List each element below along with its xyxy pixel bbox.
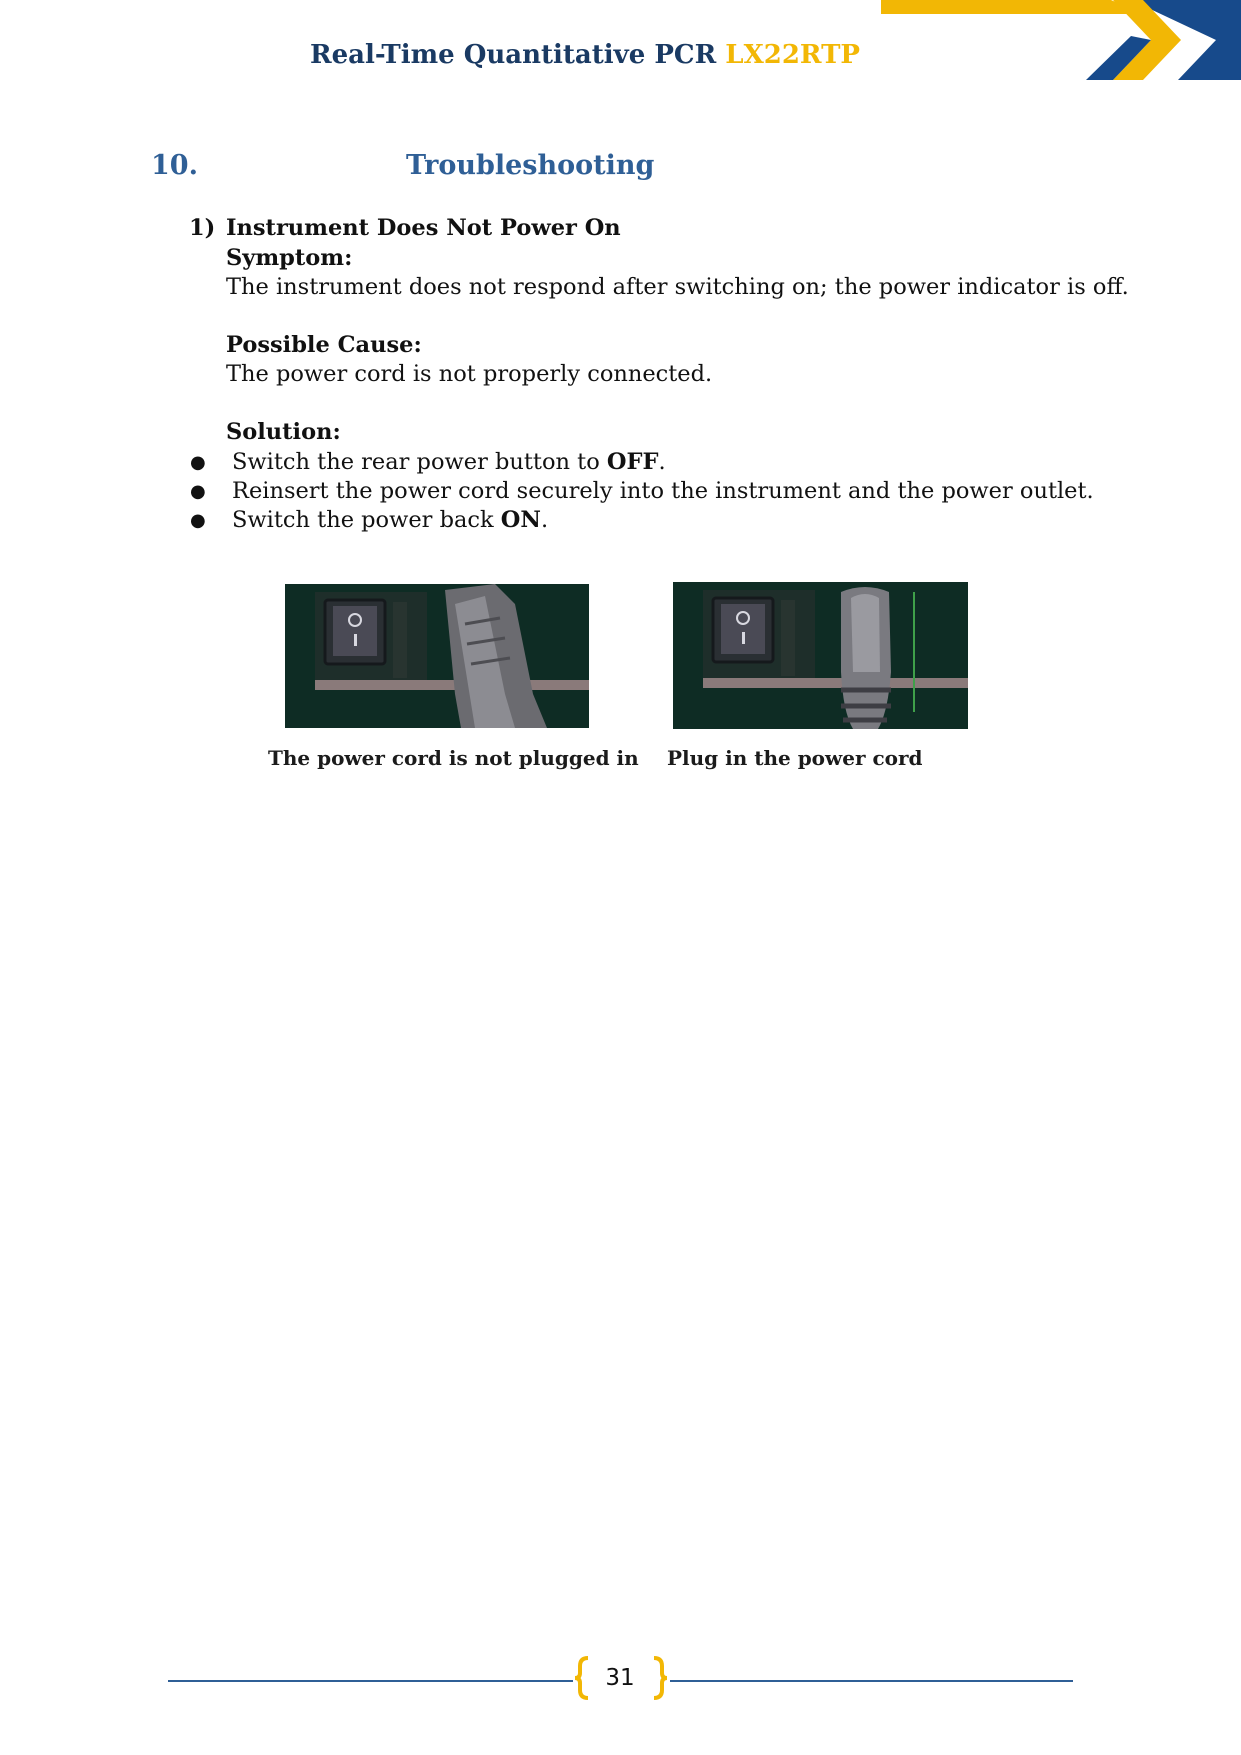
footer-rule-left: [168, 1680, 573, 1682]
bullet-icon: ●: [190, 481, 206, 502]
symptom-text: The instrument does not respond after switching on; the power indicator is off.: [226, 274, 1129, 300]
section-heading: [151, 150, 654, 181]
section-title: Troubleshooting: [406, 150, 655, 181]
issue-title: Instrument Does Not Power On: [226, 215, 621, 241]
figure-caption-plugged: Plug in the power cord: [667, 746, 923, 770]
header-title-model: LX22RTP: [725, 40, 860, 70]
right-bracket-icon: [650, 1655, 670, 1701]
power-cord-plugged-photo: [673, 582, 968, 729]
left-bracket-icon: [572, 1655, 592, 1701]
solution-label: Solution:: [226, 419, 341, 445]
solution-step: Switch the rear power button to OFF.: [232, 449, 666, 475]
header-title-main: Real-Time Quantitative PCR: [310, 40, 717, 70]
power-cord-unplugged-photo: [285, 584, 589, 728]
footer-rule-right: [670, 1680, 1073, 1682]
solution-step: Reinsert the power cord securely into the instrument and the power outlet.: [232, 478, 1094, 504]
issue-number: 1): [189, 215, 216, 241]
cause-text: The power cord is not properly connected.: [226, 361, 713, 387]
cause-label: Possible Cause:: [226, 332, 422, 358]
section-number: 10.: [151, 150, 198, 181]
bullet-icon: ●: [190, 510, 206, 531]
solution-step: Switch the power back ON.: [232, 507, 549, 533]
header-corner-decoration: [881, 0, 1241, 90]
figure-caption-unplugged: The power cord is not plugged in: [268, 746, 639, 770]
page-number: 31: [605, 1665, 635, 1691]
bullet-icon: ●: [190, 452, 206, 473]
symptom-label: Symptom:: [226, 245, 353, 271]
